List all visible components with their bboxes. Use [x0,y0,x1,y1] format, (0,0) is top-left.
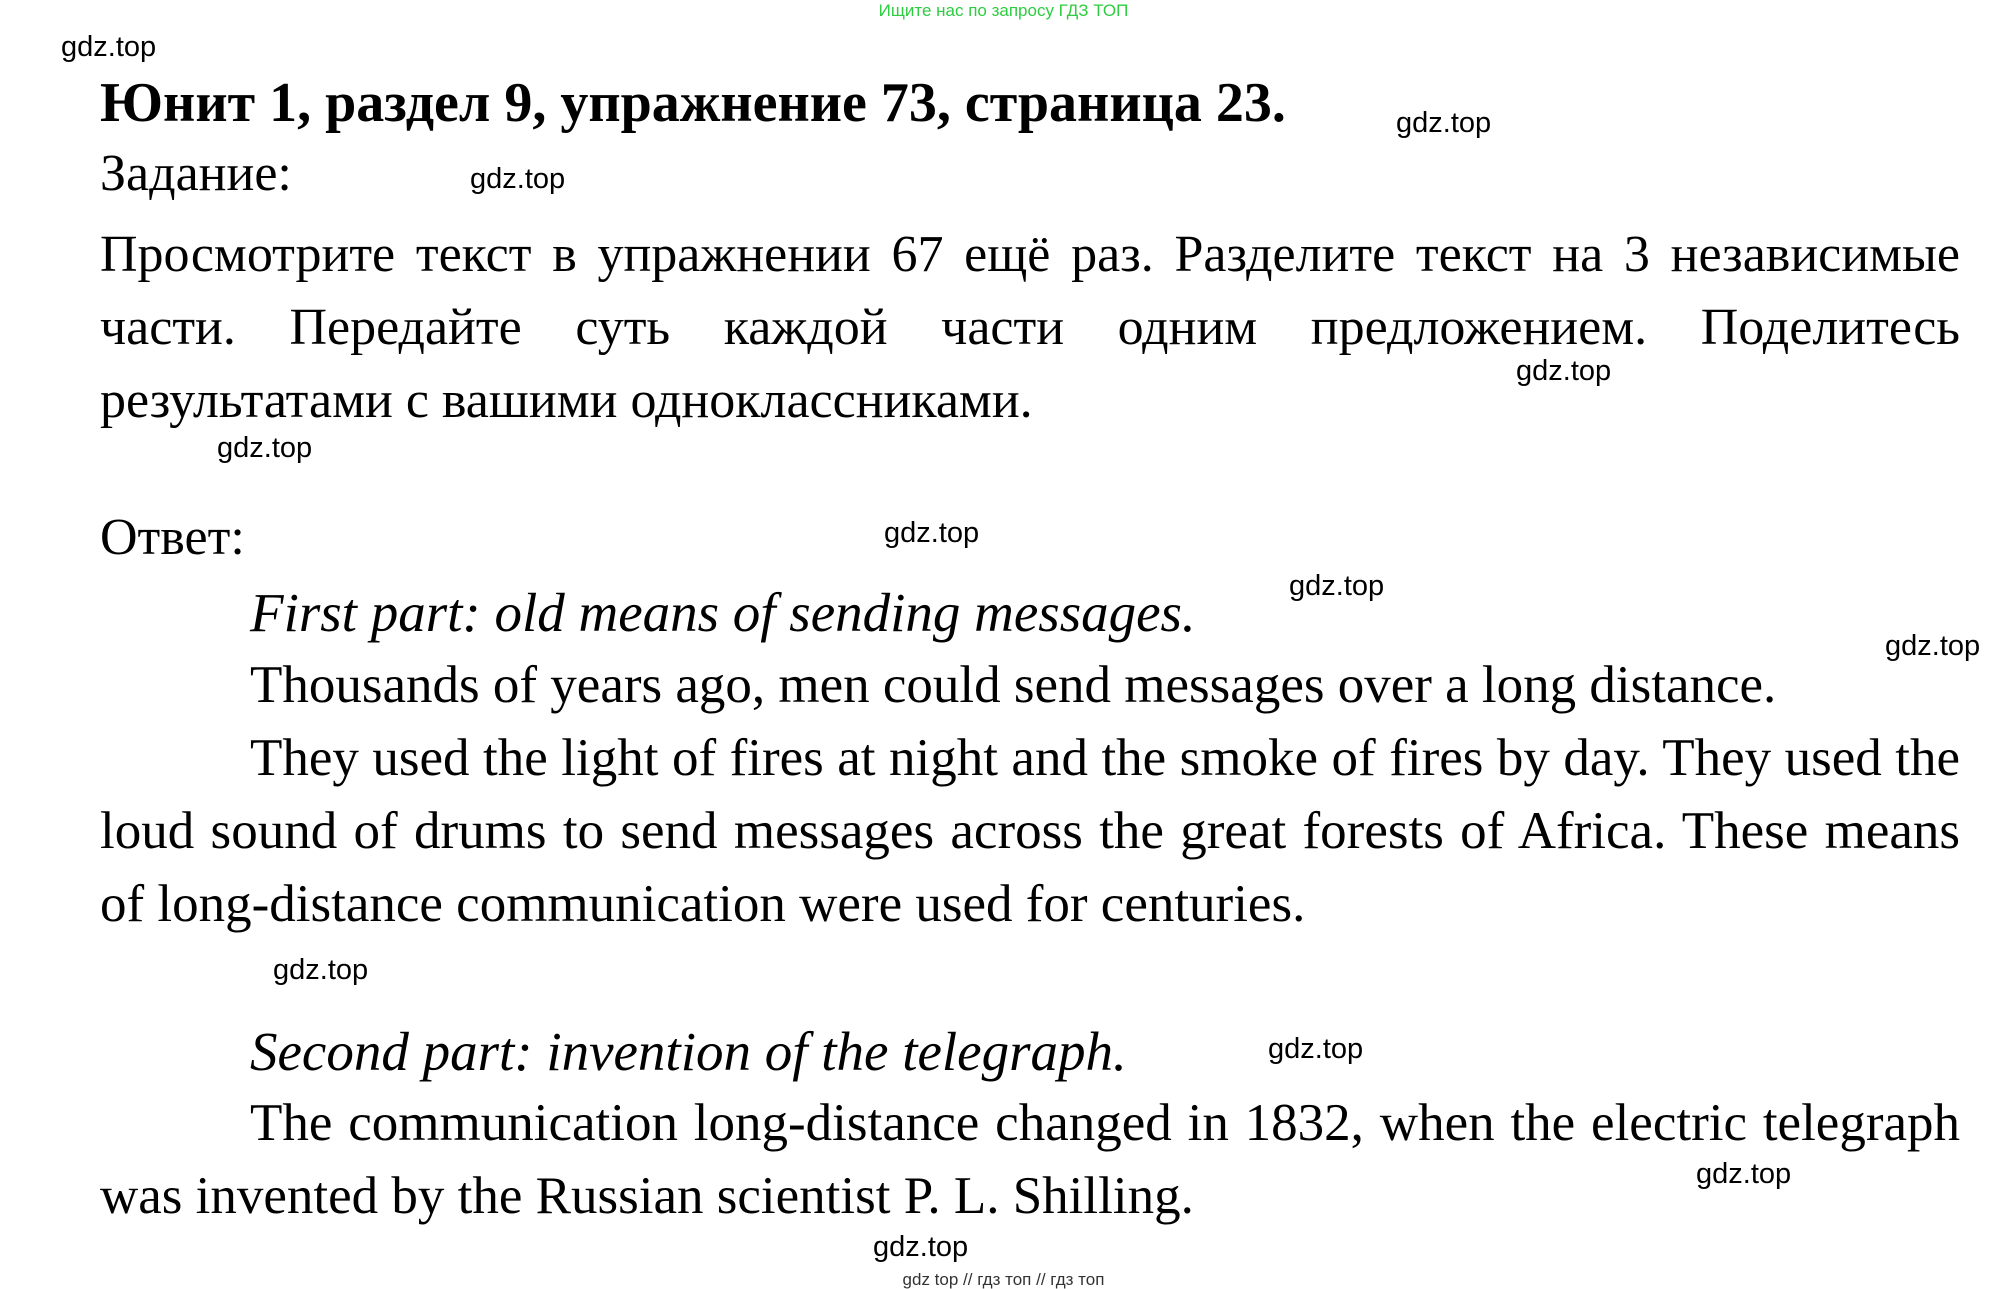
watermark: gdz.top [470,163,566,195]
answer-paragraph: The communication long-distance changed in 1832, when the electric telegraph was invented by the Russian scientist P. L. Shilling. [100,1094,1960,1225]
watermark: gdz.top [1289,570,1385,602]
footer-separator: // [1036,1270,1046,1289]
watermark: gdz.top [1268,1033,1364,1065]
answer-paragraph: Thousands of years ago, men could send messages over a long distance. [250,656,1777,714]
part-title: Second part: invention of the telegraph. [250,1021,1127,1082]
footer-link[interactable]: gdz top [902,1270,959,1289]
answer-label: Ответ: [100,509,245,566]
watermark: gdz.top [1396,107,1492,139]
part-title: First part: old means of sending messages. [250,582,1196,643]
task-label: Задание: [100,145,292,202]
watermark: gdz.top [873,1231,969,1263]
footer-link[interactable]: гдз топ [977,1270,1032,1289]
search-banner: Ищите нас по запросу ГДЗ ТОП [878,1,1129,20]
page-title: Юнит 1, раздел 9, упражнение 73, страница 23. [100,72,1286,134]
answer-paragraph: They used the light of fires at night and the smoke of fires by day. They used the loud sound of drums to send messages across the great forests of Africa. These means of long-distance communication were used for centuries. [100,729,1960,933]
watermark: gdz.top [1696,1158,1792,1190]
watermark: gdz.top [217,432,313,464]
footer-separator: // [963,1270,973,1289]
footer-links [0,1271,2007,1289]
watermark: gdz.top [1885,630,1981,662]
watermark: gdz.top [61,31,157,63]
task-text: Просмотрите текст в упражнении 67 ещё раз. Разделите текст на 3 независимые части. Передайте суть каждой части одним предложением. Поделитесь результатами с вашими одноклассниками. [100,226,1960,429]
watermark: gdz.top [884,517,980,549]
watermark: gdz.top [273,954,369,986]
footer-link[interactable]: гдз топ [1050,1270,1105,1289]
watermark: gdz.top [1516,355,1612,387]
